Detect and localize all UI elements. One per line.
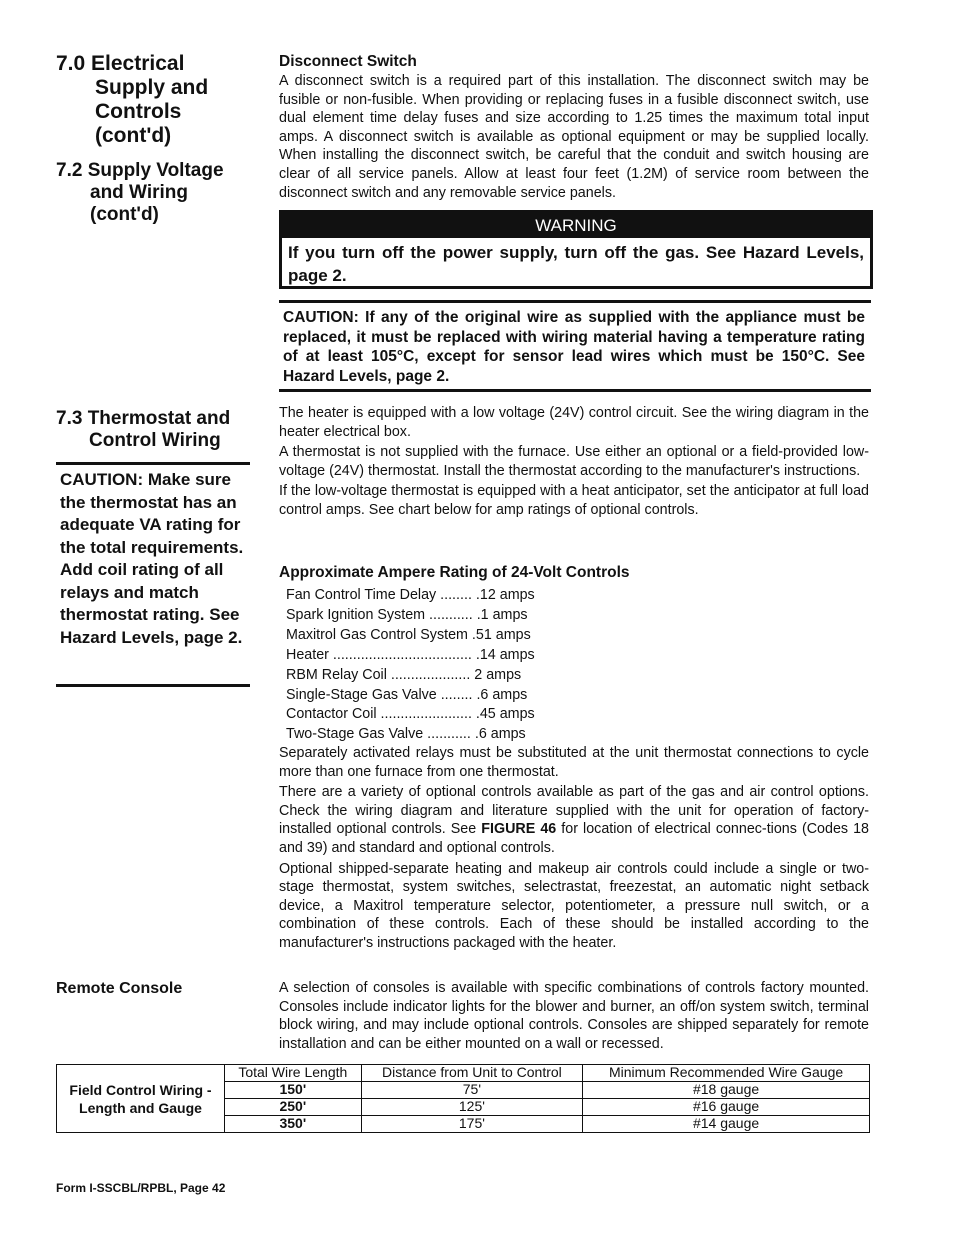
table-cell: #16 gauge [583, 1099, 870, 1116]
table-header-row [57, 1065, 870, 1082]
table-cell: 175' [361, 1116, 583, 1133]
column-header: Distance from Unit to Control [361, 1065, 583, 1082]
disconnect-switch-title: Disconnect Switch [279, 53, 417, 70]
thermostat-paragraphs [279, 404, 869, 520]
controls-paragraphs [279, 744, 869, 953]
warning-header: WARNING [282, 213, 870, 238]
list-item: Contactor Coil ....................... .45 amps [286, 706, 535, 723]
column-header: Minimum Recommended Wire Gauge [583, 1065, 870, 1082]
list-item: Two-Stage Gas Valve ........... .6 amps [286, 726, 526, 743]
amp-rating-heading: Approximate Ampere Rating of 24-Volt Controls [279, 564, 630, 581]
table-side-label: Field Control Wiring - Length and Gauge [57, 1065, 225, 1133]
paragraph: The heater is equipped with a low voltage (24V) control circuit. See the wiring diagram in the heater electrical box. [279, 405, 869, 440]
paragraph: Optional shipped-separate heating and makeup air controls could include a single or two-stage thermostat, system switches, selectrastat, freezestat, an automatic night setback device, a Maxitrol temperature selector, potentiometer, a pressure null switch, or a combination of these controls. Each of these should be installed according to the manufacturer's instructions packaged with the heater. [279, 860, 869, 951]
list-item: Fan Control Time Delay ........ .12 amps [286, 587, 535, 603]
list-item: RBM Relay Coil .................... 2 amps [286, 666, 522, 683]
wire-caution-box: CAUTION: If any of the original wire as supplied with the appliance must be replaced, it must be replaced with wiring material having a temperature rating of at least 105°C, except for sensor lead wires which must be 150°C. See Hazard Levels, page 2. [279, 300, 871, 392]
warning-text: If you turn off the power supply, turn off the gas. See Hazard Levels, page 2. [288, 243, 864, 285]
table-cell: 125' [361, 1099, 583, 1116]
list-item: Maxitrol Gas Control System .51 amps [286, 626, 531, 643]
disconnect-switch-section [279, 52, 869, 202]
remote-console-text: A selection of consoles is available with specific combinations of controls factory mounted. Consoles include indicator lights for the blower and burner, an off/on system switch, terminal block wiring, and may include optional controls. Consoles are shipped separately for remote installation and can be either mounted on a wall or recessed. [279, 980, 869, 1052]
warning-box [279, 210, 873, 289]
paragraph: A thermostat is not supplied with the furnace. Use either an optional or a field-provided low-voltage (24V) thermostat. Install the thermostat according to the manufacturer's instructions. [279, 444, 869, 479]
paragraph: There are a variety of optional controls available as part of the gas and air control options. Check the wiring diagram and literature supplied with the unit for operation of factory-installed optional controls. See FIGURE 46 for location of electrical connec-tions (Codes 18 and 39) and standard and optional controls. [279, 784, 870, 856]
column-header: Total Wire Length [225, 1065, 362, 1082]
list-item: Single-Stage Gas Valve ........ .6 amps [286, 686, 528, 703]
wire-gauge-table [56, 1064, 870, 1133]
page-footer: Form I-SSCBL/RPBL, Page 42 [56, 1181, 226, 1195]
table-cell: 150' [225, 1082, 362, 1099]
table-cell: 350' [225, 1116, 362, 1133]
list-item: Heater ................................... .14 amps [286, 646, 535, 663]
list-item: Spark Ignition System ........... .1 amps [286, 606, 528, 623]
paragraph: If the low-voltage thermostat is equipped with a heat anticipator, set the anticipator at full load control amps. See chart below for amp ratings of optional controls. [279, 483, 869, 518]
figure-reference: FIGURE 46 [481, 821, 557, 838]
section-heading-7-2: 7.2 Supply Voltage and Wiring (cont'd) [56, 160, 224, 225]
remote-console-label: Remote Console [56, 980, 183, 997]
section-heading-7-0: 7.0 Electrical Supply and Controls (cont'd) [56, 52, 209, 147]
disconnect-switch-text: A disconnect switch is a required part of this installation. The disconnect switch may be fusible or non-fusible. When providing or replacing fuses in a fusible disconnect switch, use dual element time delay fuses and size according to 1.25 times the maximum total input amps. A disconnect switch is available as optional equipment or may be supplied locally. When installing the disconnect switch, be careful that the conduit and switch housing are clear of all service panels. Allow at least four feet (1.2M) of service room between the disconnect switch and any removable service panels. [279, 73, 869, 201]
table-cell: 250' [225, 1099, 362, 1116]
table-cell: #14 gauge [583, 1116, 870, 1133]
paragraph: Separately activated relays must be substituted at the unit thermostat connections to cycle more than one furnace from one thermostat. [279, 745, 869, 780]
thermostat-caution-box: CAUTION: Make sure the thermostat has an adequate VA rating for the total requirements. Add coil rating of all relays and match thermostat rating. See Hazard Levels, page 2. [56, 462, 250, 687]
table-cell: 75' [361, 1082, 583, 1099]
section-heading-7-3: 7.3 Thermostat and Control Wiring [56, 408, 231, 451]
table-cell: #18 gauge [583, 1082, 870, 1099]
amp-rating-list [286, 586, 586, 745]
